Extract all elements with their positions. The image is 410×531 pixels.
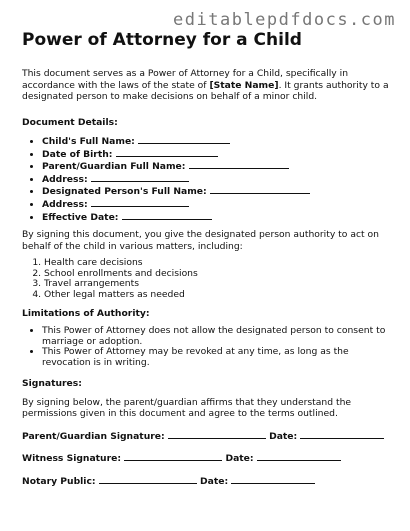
field-address-2 xyxy=(42,198,394,211)
date-of-birth-blank[interactable] xyxy=(116,148,218,157)
field-address xyxy=(42,173,394,186)
field-designated-name xyxy=(42,185,394,198)
witness-signature-blank[interactable] xyxy=(124,452,222,461)
field-effective-date xyxy=(42,211,394,224)
field-childs-name xyxy=(42,135,394,148)
field-date-of-birth xyxy=(42,148,394,161)
intro-text: This document serves as a Power of Attorney for a Child, specifically in accordance with the laws of the state of xyxy=(22,68,349,91)
limitations-heading: Limitations of Authority: xyxy=(22,307,150,319)
date-label: Date: xyxy=(269,430,298,442)
field-label: Parent/Guardian Full Name: xyxy=(42,161,186,173)
matters-list xyxy=(22,258,394,300)
notary-signature-blank[interactable] xyxy=(99,475,197,484)
field-label: Child's Full Name: xyxy=(42,136,135,147)
watermark: editablepdfdocs.com xyxy=(173,10,396,30)
effective-date-blank[interactable] xyxy=(122,211,212,220)
signature-label: Notary Public: xyxy=(22,475,96,487)
signature-label: Parent/Guardian Signature: xyxy=(22,430,165,442)
list-item: 1. Health care decisions xyxy=(44,258,394,269)
document xyxy=(22,30,394,497)
parent-signature-blank[interactable] xyxy=(168,430,266,439)
list-item: • This Power of Attorney does not allow the designated person to consent to marriage or adoption. xyxy=(42,326,394,347)
notary-date-blank[interactable] xyxy=(231,475,315,484)
intro-text-end: . It grants authority to a designated person to make decisions on behalf of a minor child. xyxy=(22,79,389,102)
authority-paragraph: By signing this document, you give the designated person authority to act on behalf of the child in various matters, including: xyxy=(22,229,379,252)
field-label: Effective Date: xyxy=(42,211,119,223)
designated-name-blank[interactable] xyxy=(210,185,310,194)
date-label: Date: xyxy=(200,475,229,487)
signatures-paragraph: By signing below, the parent/guardian affirms that they understand the permissions given in this document and agree to the terms outlined. xyxy=(22,396,352,420)
field-label: Address: xyxy=(42,173,88,185)
intro-paragraph xyxy=(22,68,394,103)
notary-signature-line xyxy=(22,475,394,488)
field-parent-name xyxy=(42,160,394,173)
list-item: 2. School enrollments and decisions xyxy=(44,269,394,280)
signatures-heading: Signatures: xyxy=(22,378,82,390)
list-item: • This Power of Attorney may be revoked at any time, as long as the revocation is in writing. xyxy=(42,347,394,368)
list-item: 4. Other legal matters as needed xyxy=(44,290,394,301)
document-details-list xyxy=(22,135,394,223)
document-details-heading: Document Details: xyxy=(22,116,118,128)
parent-signature-line xyxy=(22,430,394,443)
field-label: Date of Birth: xyxy=(42,148,113,160)
witness-signature-line xyxy=(22,452,394,465)
address-2-blank[interactable] xyxy=(91,198,189,207)
witness-date-blank[interactable] xyxy=(257,452,341,461)
field-label: Address: xyxy=(42,198,88,210)
list-item: 3. Travel arrangements xyxy=(44,279,394,290)
signature-label: Witness Signature: xyxy=(22,453,122,465)
date-label: Date: xyxy=(225,453,254,465)
childs-name-blank[interactable] xyxy=(138,135,230,144)
document-title: Power of Attorney for a Child xyxy=(22,30,302,50)
state-name-placeholder: [State Name] xyxy=(209,79,279,91)
parent-date-blank[interactable] xyxy=(300,430,384,439)
field-label: Designated Person's Full Name: xyxy=(42,186,207,198)
limitations-list xyxy=(22,326,394,368)
parent-name-blank[interactable] xyxy=(189,160,289,169)
address-blank[interactable] xyxy=(91,173,189,182)
